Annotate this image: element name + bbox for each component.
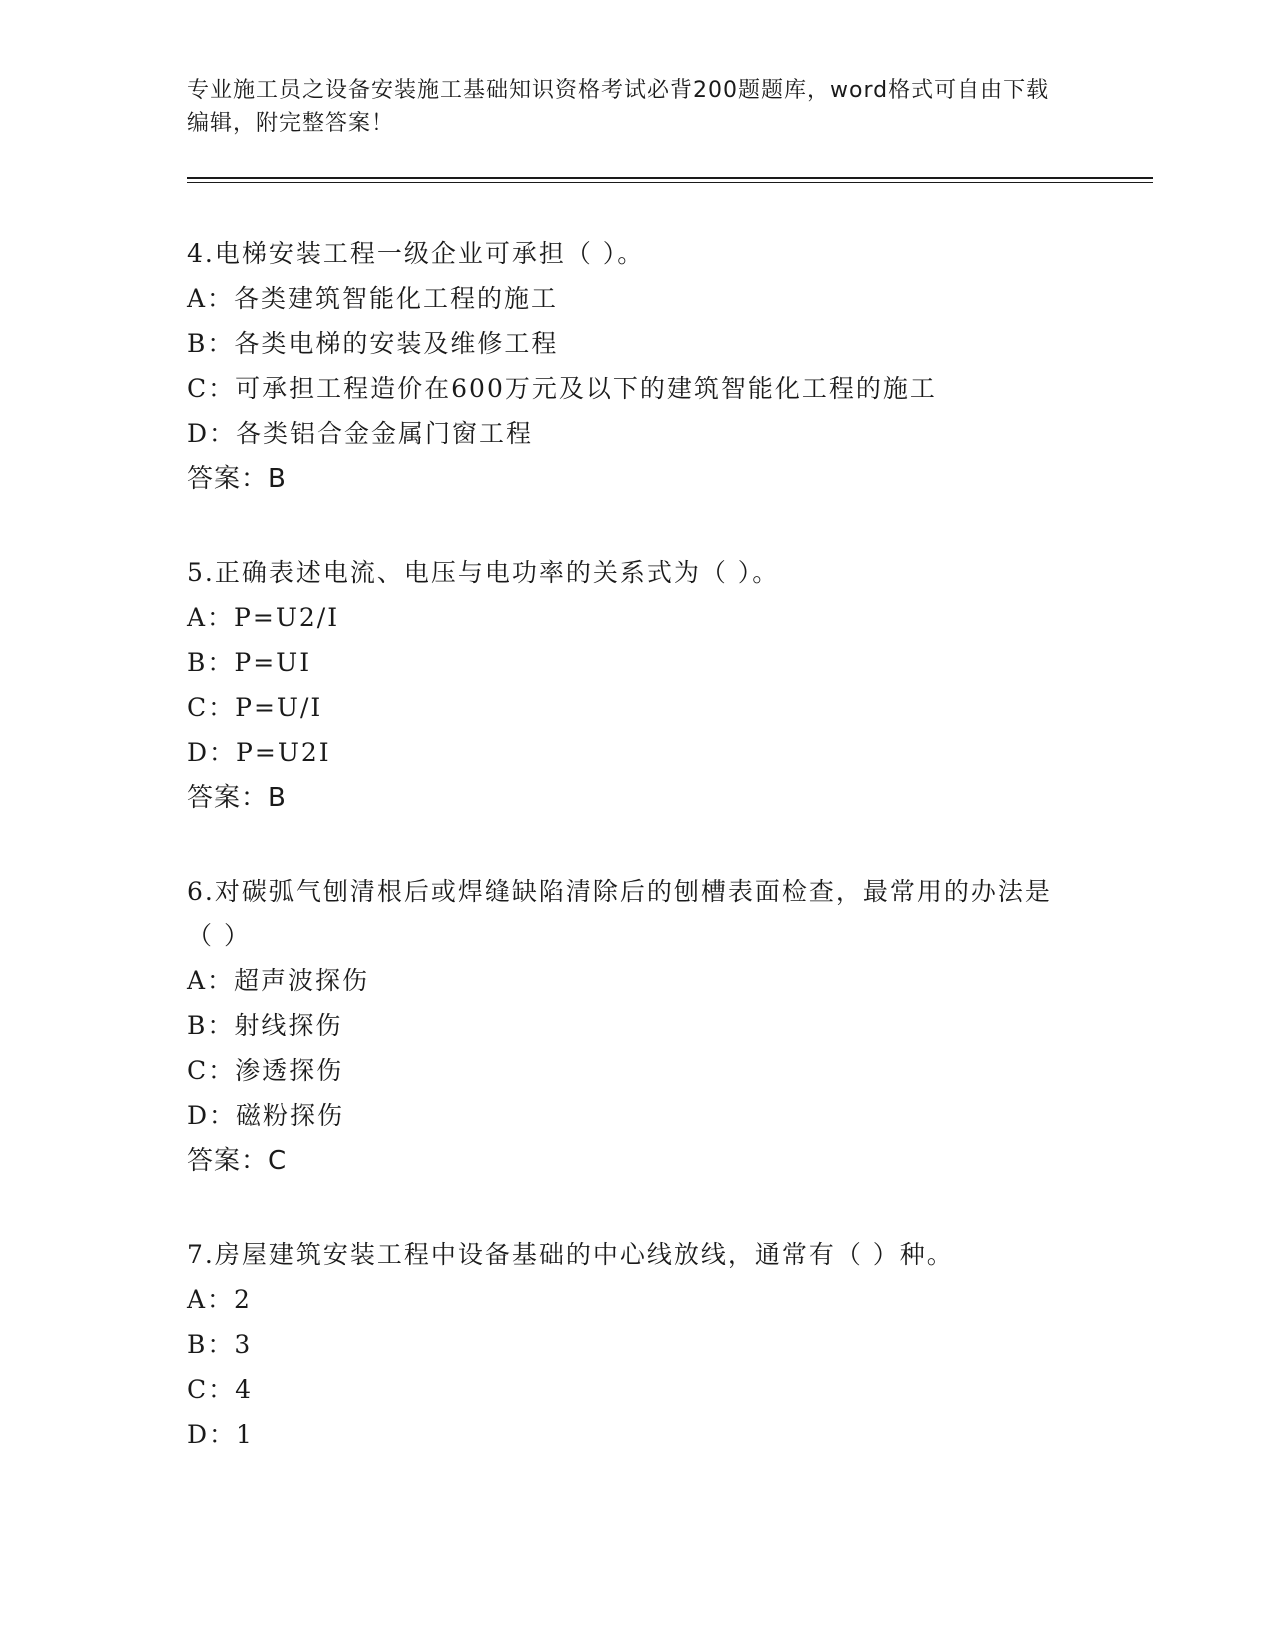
question-4: [187, 232, 1067, 502]
option-d: D：各类铝合金金属门窗工程: [187, 419, 534, 448]
question-stem: 4.电梯安装工程一级企业可承担（ ）。: [187, 239, 645, 268]
option-b: B：3: [187, 1330, 253, 1359]
option-d: D：磁粉探伤: [187, 1101, 345, 1130]
answer-text: 答案：B: [187, 464, 287, 494]
header-divider-thick: [187, 177, 1153, 179]
option-d: D：P=U2I: [187, 738, 331, 767]
option-b: B：各类电梯的安装及维修工程: [187, 329, 559, 358]
option-c: C：渗透探伤: [187, 1056, 344, 1085]
option-d: D：1: [187, 1420, 254, 1449]
answer-text: 答案：C: [187, 1146, 288, 1176]
question-6: [187, 870, 1067, 1184]
option-c: C：可承担工程造价在600万元及以下的建筑智能化工程的施工: [187, 374, 937, 403]
option-c: C：P=U/I: [187, 693, 323, 722]
answer-text: 答案：B: [187, 783, 287, 813]
question-7: [187, 1233, 1067, 1457]
option-a: A：各类建筑智能化工程的施工: [187, 284, 559, 313]
option-c: C：4: [187, 1375, 254, 1404]
option-b: B：P=UI: [187, 648, 312, 677]
question-5: [187, 551, 1067, 821]
question-stem: 6.对碳弧气刨清根后或焊缝缺陷清除后的刨槽表面检查，最常用的办法是（ ）: [187, 877, 1052, 950]
document-intro: 专业施工员之设备安装施工基础知识资格考试必背200题题库，word格式可自由下载编辑，附完整答案！: [187, 78, 1050, 136]
option-b: B：射线探伤: [187, 1011, 343, 1040]
option-a: A：超声波探伤: [187, 966, 370, 995]
question-stem: 7.房屋建筑安装工程中设备基础的中心线放线，通常有（ ）种。: [187, 1240, 954, 1269]
option-a: A：2: [187, 1285, 252, 1314]
header-divider-thin: [187, 182, 1153, 183]
question-stem: 5.正确表述电流、电压与电功率的关系式为（ ）。: [187, 558, 780, 587]
option-a: A：P=U2/I: [187, 603, 340, 632]
